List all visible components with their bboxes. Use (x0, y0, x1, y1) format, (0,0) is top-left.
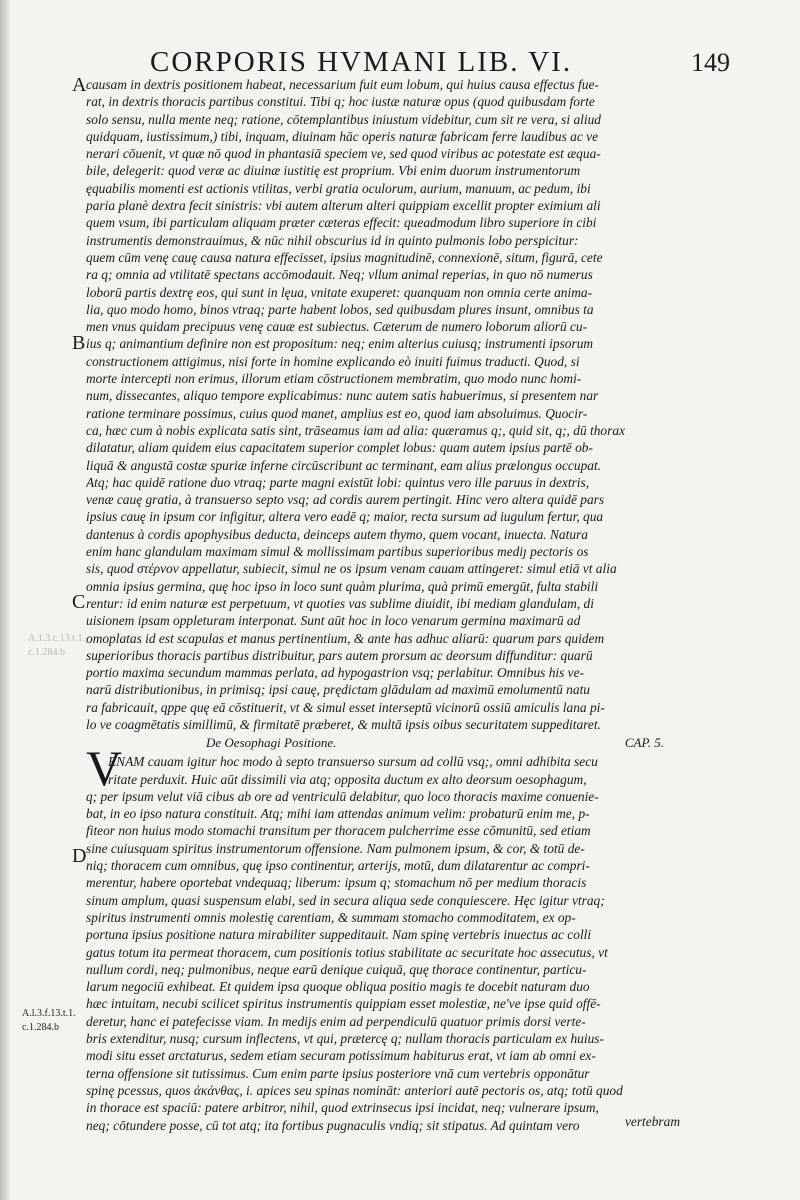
text-line: lia, quo modo homo, binos vtraq; parte habent lobos, sed quibusdam plures insunt, omnibus ta (86, 301, 594, 317)
text-line: causam in dextris positionem habeat, necessarium fuit eum lobum, qui huius causa effectus fue- (86, 77, 599, 92)
text-line: ipsius cauę in ipsum cor infigitur, altera vero eadē q; maior, recta sursum ad iugulum fertur, qua (86, 509, 604, 525)
text-line: omoplatas id est scapulas et manus pertinentium, & ante has adhuc aliarū: quarum pars quidem (86, 630, 605, 646)
text-line: ENAM cauam igitur hoc modo à septo transuerso sursum ad collū vsq;, omni adhibita secu (108, 754, 598, 770)
text-line: narū distributionibus, in primisq; ipsi cauę, prędictam glādulam ad maximū emolumentū natu (86, 682, 590, 698)
text-line: terna offensione sit tutissimus. Cum enim parte ipsius posteriore vnā cum vertebris opponātur (86, 1065, 590, 1081)
margin-note-faded-line: c.1.284.b (28, 647, 65, 658)
text-line: ratione terminare possimus, cuius quod manet, amplius est eo, quod iam absoluimus. Quocir- (86, 405, 588, 421)
text-line: instrumentis demonstrauimus, & nūc nihil obscurius id in quinto pulmonis lobo perspicitur: (86, 232, 579, 248)
text-block-after-heading (86, 753, 694, 1134)
text-block-before-heading (86, 76, 694, 733)
text-line: Atq; hac quidē ratione duo vtraq; parte magni existūt lobi: quintus vero ille paruus in dextris, (86, 474, 590, 490)
chapter-heading (86, 733, 694, 753)
text-line: in thorace est spaciū: patere arbitror, nihil, quod extrinsecus ipsi incidat, neq; vulnerare ipsum, (86, 1100, 599, 1116)
text-line: niq; thoracem cum omnibus, quę ipso continentur, arterijs, motū, dum dilatarentur ac compri- (86, 858, 590, 874)
text-line: paria planè dextra fecit sinistris: vbi autem alterum alteri quippiam excellit propter eximium ali (86, 198, 601, 214)
text-line: hæc intuitam, necubi scilicet spiritus instrumentis quippiam esset molestiæ, ne've ipse quid offē- (86, 996, 601, 1012)
running-title: CORPORIS HVMANI LIB. VI. (150, 46, 573, 78)
text-line: ęquabilis momenti est actionis vtilitas, verbi gratia oculorum, aurium, manuum, ac pedum, ibi (86, 180, 591, 196)
text-line: quem cūm venę cauę causa natura effecisset, ipsius magnitudinē, connexionē, situm, figurā, cete (86, 249, 603, 265)
text-line: fiteor non huius modo stomachi transitum per thoracem pulcherrime esse cōmunitū, sed etiam (86, 823, 591, 839)
text-line: merentur, habere oportebat vndequaq; liberum: ipsum q; stomachum nō per medium thoracis (86, 875, 587, 891)
text-line: neq; cōtundere posse, cū tot atq; ita fortibus pugnaculis vndiq; sit stipatus. Ad quintam vero (86, 1117, 580, 1133)
text-line: lo ve coagmētatis simillimū, & firmitatē præberet, & multā ipsis oibus securitatem suppeditaret. (86, 716, 601, 732)
section-marker-b: B (72, 332, 86, 354)
text-line: men vnus quidam precipuus venę cauæ est subiectus. Cæterum de numero loborum aliorū cu- (86, 319, 588, 335)
margin-note-line: A.l.3.f.13.t.1. (22, 1008, 76, 1019)
text-line: gatus totum ita permeat thoracem, cum positionis totius stabilitate ac securitate hoc assecutus, vt (86, 944, 608, 960)
page-fold-shadow (0, 0, 10, 1200)
text-line: modi situ esset arctaturus, sedem etiam securam potissimum habiturus erat, vt iam ab omni ex- (86, 1048, 596, 1064)
text-line: spinę pcessus, quos ἀκάνθας, i. apices seu spinas nomināt: anteriori autē pectoris os, atq; totū quod (86, 1082, 623, 1098)
text-line: larum negociū exhibeat. Et quidem ipsa quoque obliqua positio magis te docebit naturam duo (86, 979, 590, 995)
text-line: q; per ipsum velut viā cibus ab ore ad ventriculū delabitur, quo loco thoracis maxime conuenie- (86, 788, 599, 804)
text-line: ca, hæc cum à nobis explicata satis sint, trāseamus iam ad alia: quæramus q;, quid sit, q;, dū thorax (86, 422, 625, 438)
text-line: rat, in dextris thoracis partibus constitui. Tibi q; hoc iustæ naturæ opus (quod quibusdam forte (86, 94, 595, 110)
text-line: num, dissecantes, aliquo tempore explicabimus: nunc autem satis habuerimus, si presentem nar (86, 388, 599, 404)
text-line: bris extenditur, nusq; cursum inflectens, vt qui, prætercę q; nullam thoracis particulam ex huius- (86, 1031, 604, 1047)
drop-cap: V (86, 740, 123, 796)
text-line: ra fabricauit, qppe quę eā cōstituerit, vt & simul esset interseptū vicinorū ossiū amiculis lana pi- (86, 699, 605, 715)
text-line: omnia ipsius germina, quę hoc ipso in loco sunt quàm plurima, quà primū emergūt, fulta stabili (86, 578, 599, 594)
text-line: dilatatur, aliam quidem eius capacitatem superior complet lobus: quam autem ipsius partē ob- (86, 440, 593, 456)
margin-note-line: c.1.284.b (22, 1022, 59, 1033)
text-line: portio maxima secundum mammas perlata, ad hypogastrion vsq; perlabitur. Omnibus his ve- (86, 665, 585, 681)
text-line: solo sensu, nulla mente neq; ratione, cōtemplantibus iniustum videbitur, cum sit re vera, si aliud (86, 111, 601, 127)
margin-note-faded-line: A.1.3.c.13.t.1. (28, 633, 85, 644)
text-line: superioribus thoracis partibus distribuitur, pars autem prorsum ac deorsum diffunditur: quarū (86, 647, 593, 663)
text-line: bile, delegerit: quod veræ ac diuinæ iustitię est proprium. Vbi enim duorum instrumentorum (86, 163, 581, 179)
text-line: nullum cordi, neq; pulmonibus, neque earū denique cuiquā, quę thorace continentur, particu- (86, 961, 587, 977)
body-text (86, 76, 694, 1134)
chapter-title: De Oesophagi Positione. (206, 735, 337, 751)
text-line: nerari cōuenit, vt quæ nō quod in phantasiā speciem ve, sed quod viribus ac potestate est æqua- (86, 146, 601, 162)
text-line: quidquam, iustissimum,) tibi, inquam, diuinam hāc operis naturæ fabricam ferre laudibus ac ve (86, 128, 599, 144)
text-line: liquā & angustā costæ spuriæ inferne circūscribunt ac terminant, eam alius prælongus occupat. (86, 457, 602, 473)
text-line: loborū partis dextrę eos, qui sunt in lęua, vnitate exuperet: quanquam non omnia certe anima- (86, 284, 593, 300)
text-line: venæ cauę gratia, à transuerso septo vsq; ad cordis aurem pertingit. Hinc vero altera quidē pars (86, 492, 605, 508)
page-number: 149 (691, 48, 730, 77)
section-marker-c: C (72, 591, 86, 613)
margin-note-faded (28, 632, 85, 660)
text-line: uisionem ipsam oppleturam interponat. Sunt aūt hoc in loco venarum germina maximarū ad (86, 613, 581, 629)
text-line: sine cuiusquam spiritus instrumentorum offensione. Nam pulmonem ipsum, & cor, & totū de- (86, 840, 585, 856)
text-line: dantenus à cordis apophysibus deducta, deinceps autem thymo, quem vocant, inuecta. Natura (86, 526, 588, 542)
text-line: ius q; animantium definire non est propositum: neq; enim alterius cuiusq; instrumenti ipsorum (86, 336, 594, 352)
text-line: sis, quod στέρνον appellatur, subiecit, simul ne os ipsum venam cauam attingeret: simul etiā vt alia (86, 561, 617, 577)
text-line: sinum amplum, quasi suspensum elabi, sed in secura aliqua sede conquiescere. Hęc igitur vtraq; (86, 892, 605, 908)
text-line: enim hanc glandulam maximam simul & mollissimam partibus superioribus mediȷ pectoris os (86, 544, 589, 560)
text-line: deretur, hanc ei patefecisse viam. In medijs enim ad perpendiculū quatuor primis dorsi verte- (86, 1013, 586, 1029)
text-line: quem vsum, ibi particulam aliquam præter cæteras effecit: queadmodum libro superiore in cibi (86, 215, 597, 231)
margin-note (22, 1007, 76, 1035)
text-line: constructionem attigimus, nisi forte in homine explicando eò inuiti fuimus traducti. Quod, si (86, 353, 580, 369)
text-line: bat, in eo ipso natura constituit. Atq; mihi iam attendas animum velim: probaturū enim me, p- (86, 806, 590, 822)
section-marker-a: A (72, 74, 87, 96)
text-line: ra q; omnia ad vtilitatē spectans accōmodauit. Neq; vllum animal reperias, in quo nō numerus (86, 267, 593, 283)
text-line: portuna ipsius positione natura mirabiliter suppeditauit. Nam spinę vertebris inuectus ac colli (86, 927, 592, 943)
section-marker-d: D (72, 845, 87, 867)
text-line: morte intercepti non erimus, illorum etiam cōstructionem membratim, quo modo nunc homi- (86, 371, 582, 387)
catchword: vertebram (624, 1114, 680, 1129)
text-line: spiritus instrumenti omnis molestię carentiam, & summam stomacho commoditatem, ex op- (86, 909, 576, 925)
text-line: rentur: id enim naturæ est perpetuum, vt quoties vas sublime diuidit, ibi mediam glandulam, di (86, 595, 594, 611)
chapter-number: CAP. 5. (624, 735, 664, 751)
text-line: ritate perduxit. Huic aūt dissimili via atq; opposita ductum ex alto deorsum oesophagum, (108, 771, 587, 787)
